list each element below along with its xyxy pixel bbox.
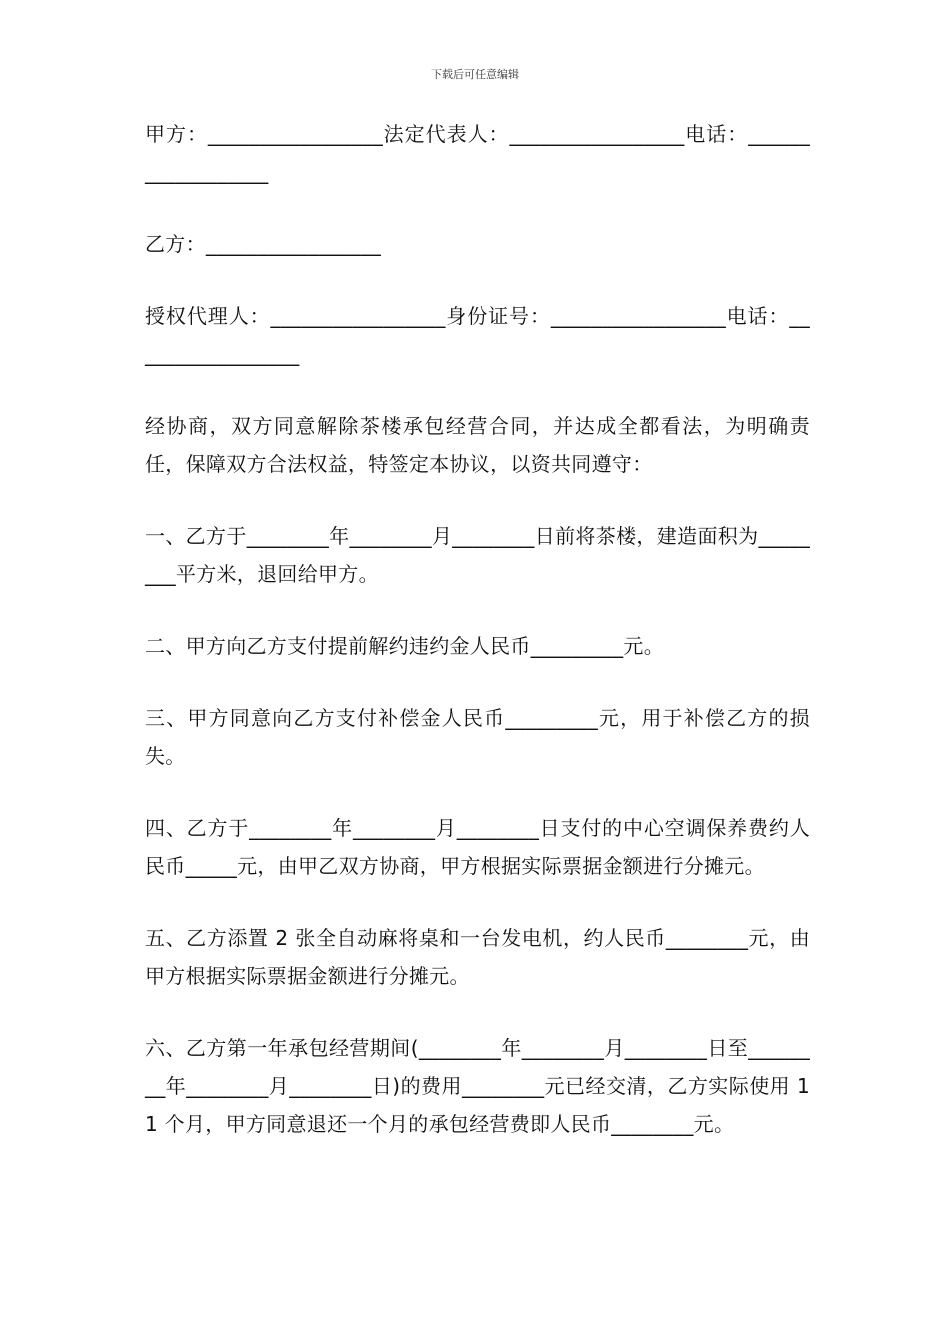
clause-5: 五、乙方添置 2 张全自动麻将桌和一台发电机，约人民币________元，由甲方根据实际票据金额进行分摊元。	[145, 926, 810, 988]
party-a-line: 甲方：_________________法定代表人：_________________电话：__________________	[145, 122, 810, 184]
clause-1: 一、乙方于________年________月________日前将茶楼，建造面积为________平方米，退回给甲方。	[145, 524, 810, 586]
document-body	[145, 115, 810, 1177]
clause-4: 四、乙方于________年________月________日支付的中心空调保养费约人民币_____元，由甲乙双方协商，甲方根据实际票据金额进行分摊元。	[145, 816, 810, 878]
party-b-line: 乙方：_________________	[145, 232, 381, 256]
clause-2: 二、甲方向乙方支付提前解约违约金人民币_________元。	[145, 634, 664, 658]
clause-3: 三、甲方同意向乙方支付补偿金人民币_________元，用于补偿乙方的损失。	[145, 706, 810, 768]
preamble-paragraph: 经协商，双方同意解除茶楼承包经营合同，并达成全都看法，为明确责任，保障双方合法权益，特签定本协议，以资共同遵守：	[145, 414, 810, 476]
clause-6: 六、乙方第一年承包经营期间(________年________月________日至________年________月________日)的费用________元已经交清，乙方实际使用 11 个月，甲方同意退还一个月的承包经营费即人民币________元。	[145, 1036, 810, 1136]
page-header: 下载后可任意编辑	[431, 68, 519, 81]
agent-line: 授权代理人：_________________身份证号：_________________电话：_________________	[145, 304, 810, 366]
